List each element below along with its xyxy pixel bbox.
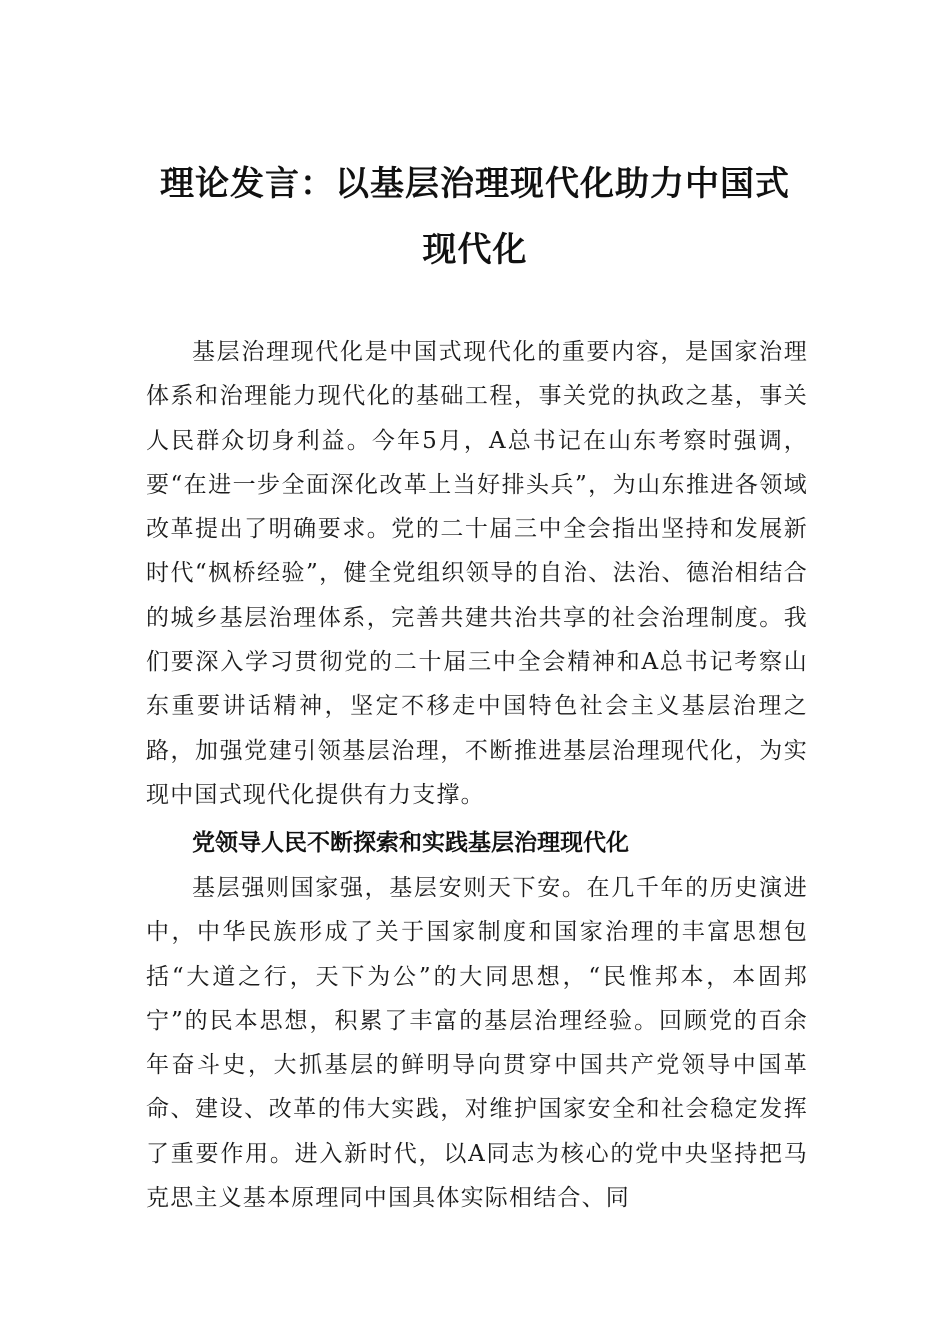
section-paragraph: 基层强则国家强，基层安则天下安。在几千年的历史演进中，中华民族形成了关于国家制度和国家治理的丰富思想包括“大道之行，天下为公”的大同思想，“民惟邦本，本固邦宁”的民本思想，积累了丰富的基层治理经验。回顾党的百余年奋斗史，大抓基层的鲜明导向贯穿中国共产党领导中国革命、建设、改革的伟大实践，对维护国家安全和社会稳定发挥了重要作用。进入新时代，以A同志为核心的党中央坚持把马克思主义基本原理同中国具体实际相结合、同 <box>146 875 808 1212</box>
document-title-line-1: 理论发言：以基层治理现代化助力中国式 <box>160 164 790 204</box>
section-heading: 党领导人民不断探索和实践基层治理现代化 <box>192 830 629 856</box>
intro-paragraph: 基层治理现代化是中国式现代化的重要内容，是国家治理体系和治理能力现代化的基础工程，事关党的执政之基，事关人民群众切身利益。今年5月，A总书记在山东考察时强调，要“在进一步全面深化改革上当好排头兵”，为山东推进各领域改革提出了明确要求。党的二十届三中全会指出坚持和发展新时代“枫桥经验”，健全党组织领导的自治、法治、德治相结合的城乡基层治理体系，完善共建共治共享的社会治理制度。我们要深入学习贯彻党的二十届三中全会精神和A总书记考察山东重要讲话精神，坚定不移走中国特色社会主义基层治理之路，加强党建引领基层治理，不断推进基层治理现代化，为实现中国式现代化提供有力支撑。 <box>146 339 808 808</box>
document-title-line-2: 现代化 <box>422 230 528 270</box>
